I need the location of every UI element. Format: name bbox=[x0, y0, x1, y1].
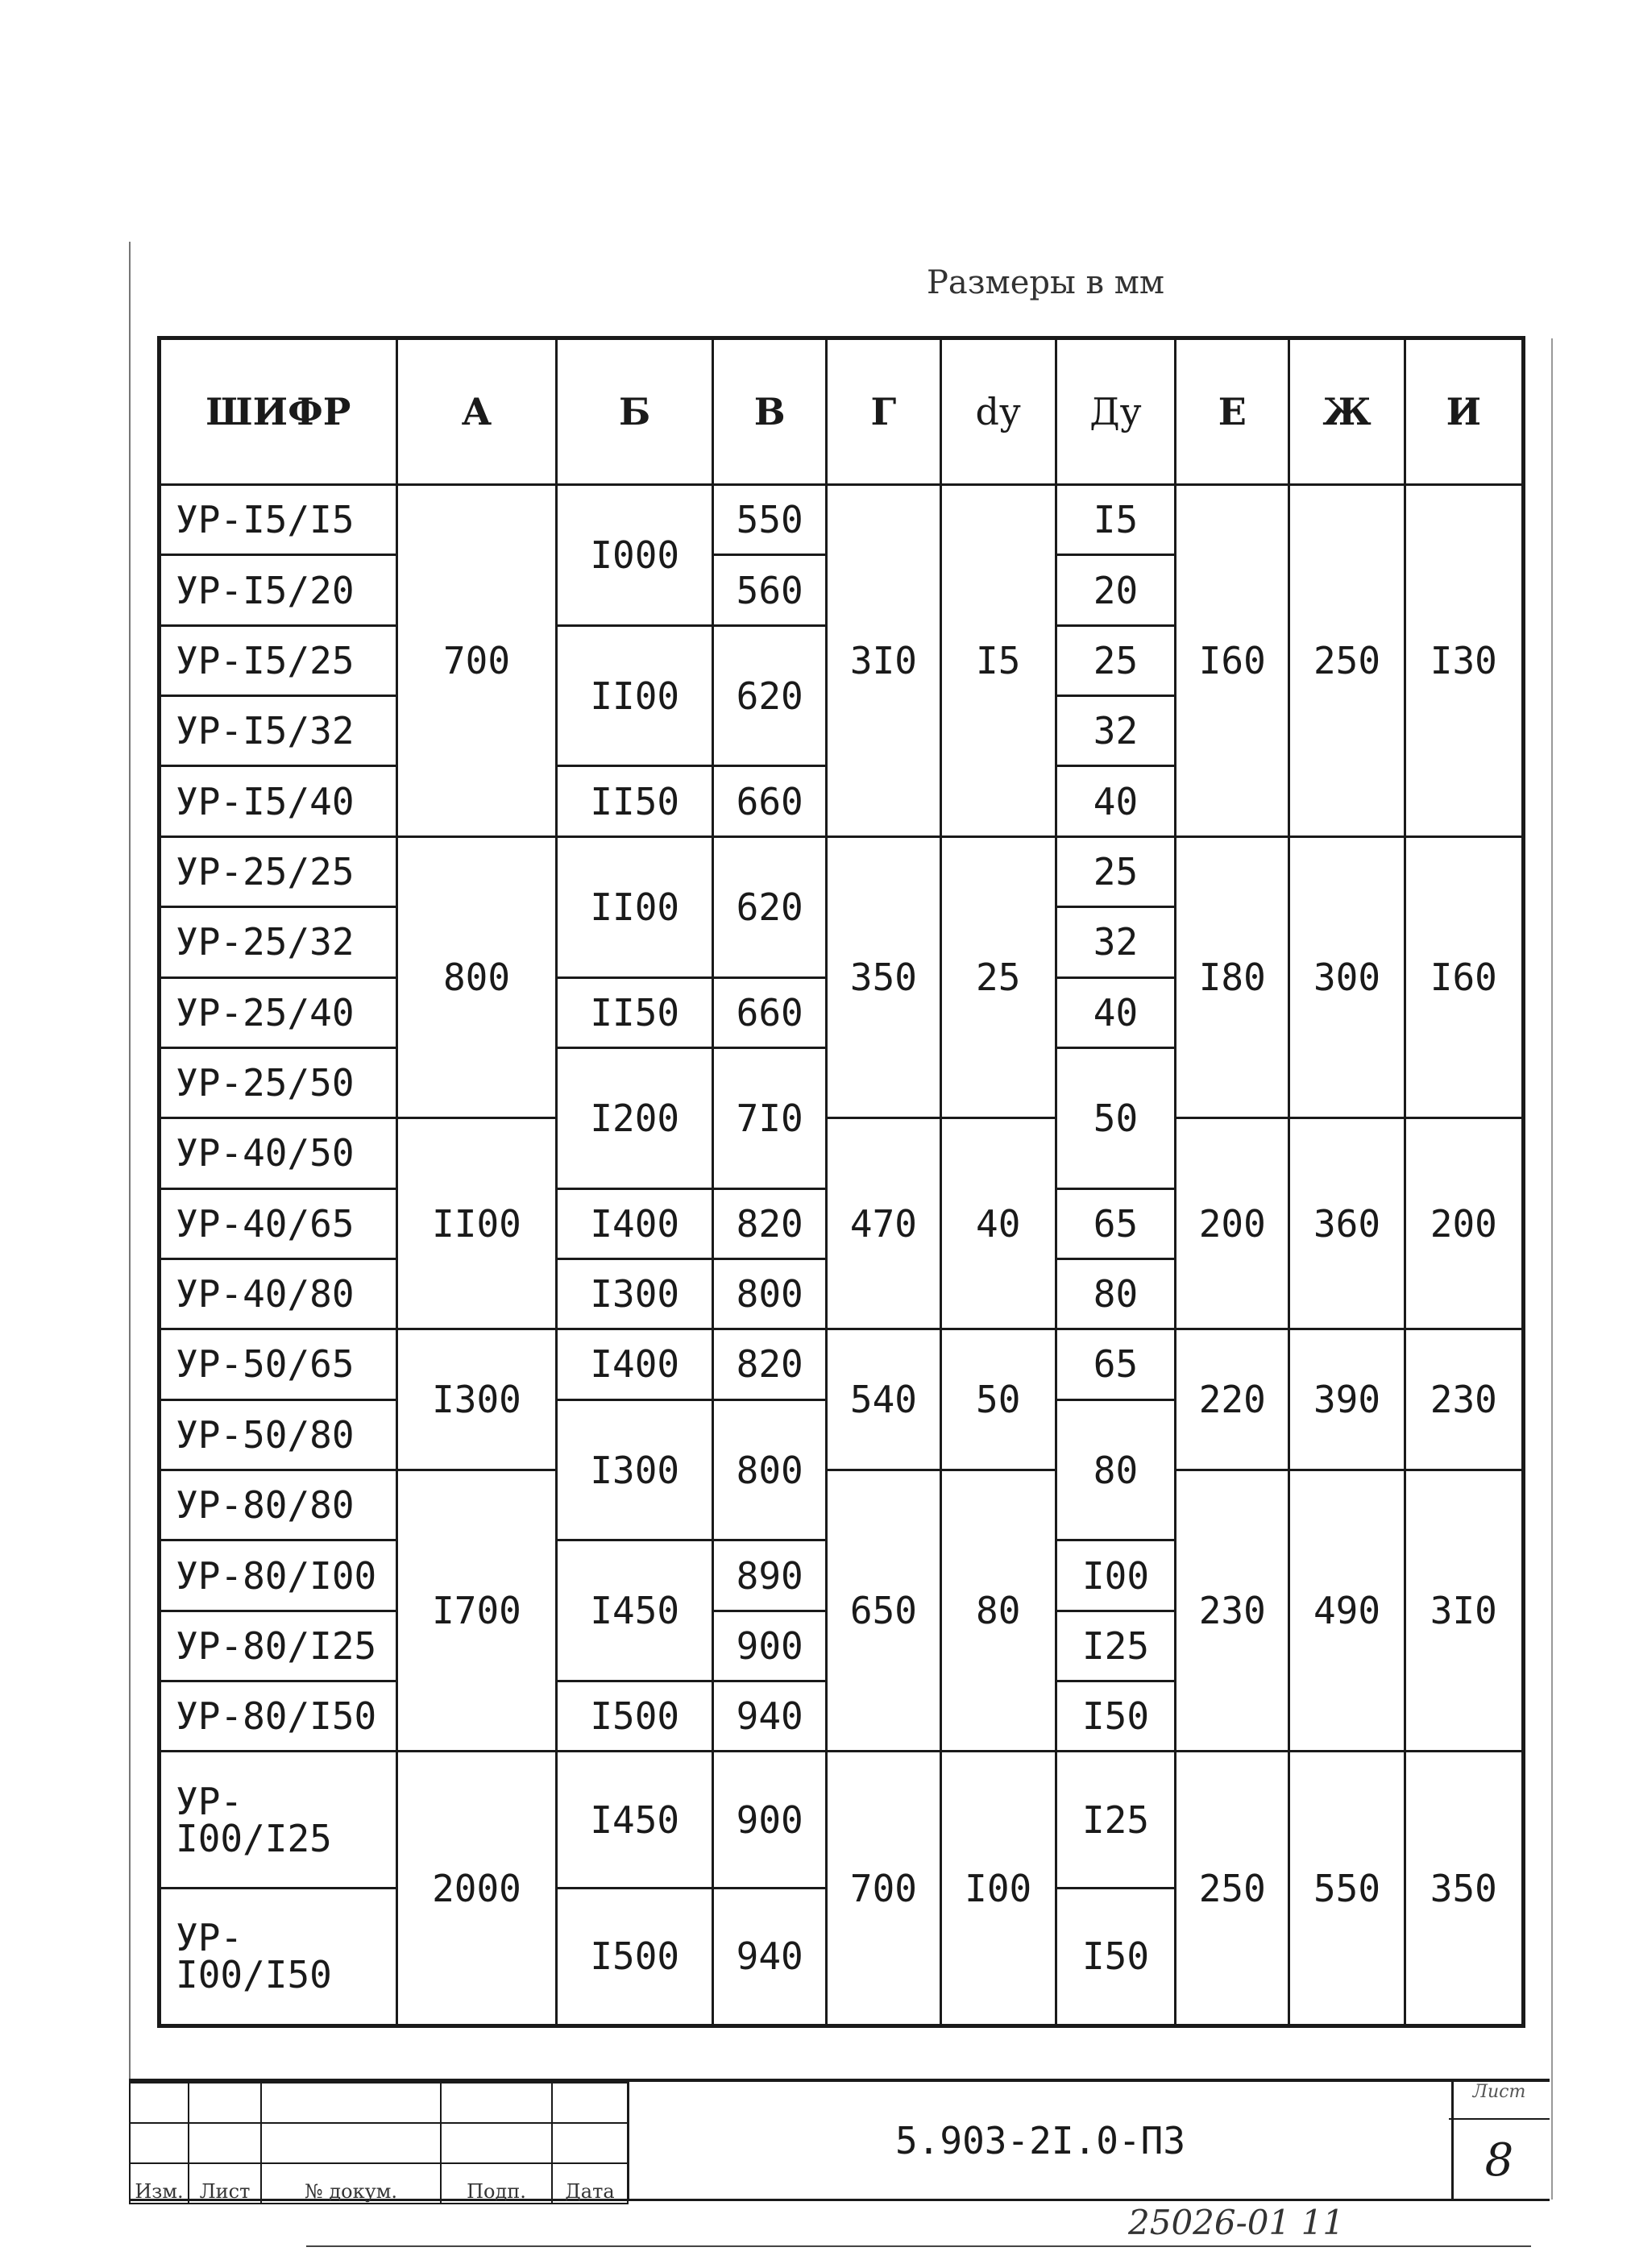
cell-v: 800 bbox=[713, 1399, 827, 1540]
code-cell: УР-I00/I25 bbox=[160, 1752, 397, 1888]
cell-du: I50 bbox=[1056, 1888, 1175, 2025]
cell-b: I200 bbox=[557, 1047, 713, 1188]
code-cell: УР-I5/I5 bbox=[160, 485, 397, 555]
table-row bbox=[160, 836, 1524, 906]
cell-du-small: 80 bbox=[940, 1470, 1056, 1752]
cell-zh: 390 bbox=[1289, 1329, 1405, 1470]
units-caption: Размеры в мм bbox=[927, 264, 1164, 301]
stamp-label: Лист bbox=[189, 2163, 261, 2204]
cell-i: 350 bbox=[1405, 1752, 1523, 2026]
cell-du: 65 bbox=[1056, 1329, 1175, 1399]
cell-i: 230 bbox=[1405, 1329, 1523, 1470]
table-row bbox=[160, 1329, 1524, 1399]
cell-b: II50 bbox=[557, 977, 713, 1047]
cell-v: 620 bbox=[713, 625, 827, 766]
bottom-rule bbox=[306, 2245, 1531, 2247]
cell-b: I450 bbox=[557, 1540, 713, 1681]
code-cell: УР-80/I00 bbox=[160, 1540, 397, 1611]
cell-v: 550 bbox=[713, 485, 827, 555]
title-block bbox=[129, 2079, 1550, 2201]
header-cell: Ж bbox=[1289, 338, 1405, 485]
cell-du: 80 bbox=[1056, 1258, 1175, 1329]
cell-a: 2000 bbox=[396, 1752, 557, 2026]
cell-du: I5 bbox=[1056, 485, 1175, 555]
cell-b: II00 bbox=[557, 625, 713, 766]
sheet-number: 8 bbox=[1484, 2134, 1514, 2187]
header-cell: И bbox=[1405, 338, 1523, 485]
cell-du-small: 25 bbox=[940, 836, 1056, 1117]
cell-zh: 300 bbox=[1289, 836, 1405, 1117]
header-cell: В bbox=[713, 338, 827, 485]
code-cell: УР-40/80 bbox=[160, 1258, 397, 1329]
revision-grid bbox=[129, 2082, 629, 2204]
cell-zh: 490 bbox=[1289, 1470, 1405, 1752]
table-row bbox=[160, 1470, 1524, 1540]
table-row bbox=[160, 1118, 1524, 1188]
cell-g: 540 bbox=[827, 1329, 940, 1470]
cell-v: 900 bbox=[713, 1752, 827, 1888]
cell-a: II00 bbox=[396, 1118, 557, 1329]
cell-i: 200 bbox=[1405, 1118, 1523, 1329]
cell-e: 250 bbox=[1176, 1752, 1289, 2026]
sheet-box bbox=[1449, 2082, 1550, 2199]
cell-du: 32 bbox=[1056, 907, 1175, 977]
cell-v: 800 bbox=[713, 1258, 827, 1329]
cell-b: I300 bbox=[557, 1258, 713, 1329]
cell-b: I500 bbox=[557, 1681, 713, 1752]
stamp-label: Изм. bbox=[130, 2163, 189, 2204]
cell-zh: 250 bbox=[1289, 485, 1405, 837]
cell-du: 50 bbox=[1056, 1047, 1175, 1188]
header-cell: ШИФР bbox=[160, 338, 397, 485]
cell-b: II00 bbox=[557, 836, 713, 977]
cell-du-small: I00 bbox=[940, 1752, 1056, 2026]
cell-v: 940 bbox=[713, 1888, 827, 2025]
cell-v: 7I0 bbox=[713, 1047, 827, 1188]
cell-du: I25 bbox=[1056, 1752, 1175, 1888]
code-cell: УР-25/32 bbox=[160, 907, 397, 977]
cell-v: 660 bbox=[713, 766, 827, 836]
code-cell: УР-50/80 bbox=[160, 1399, 397, 1470]
header-cell: Г bbox=[827, 338, 940, 485]
code-cell: УР-80/I25 bbox=[160, 1611, 397, 1681]
cell-v: 560 bbox=[713, 555, 827, 625]
left-margin-line bbox=[129, 242, 131, 2200]
cell-v: 620 bbox=[713, 836, 827, 977]
cell-a: 800 bbox=[396, 836, 557, 1117]
cell-e: I60 bbox=[1176, 485, 1289, 837]
code-cell: УР-25/25 bbox=[160, 836, 397, 906]
table-row bbox=[160, 485, 1524, 555]
code-cell: УР-I5/25 bbox=[160, 625, 397, 695]
stamp-label: № докум. bbox=[261, 2163, 441, 2204]
cell-du: 40 bbox=[1056, 977, 1175, 1047]
cell-du-small: 50 bbox=[940, 1329, 1056, 1470]
cell-v: 660 bbox=[713, 977, 827, 1047]
cell-du: 65 bbox=[1056, 1188, 1175, 1258]
cell-e: 220 bbox=[1176, 1329, 1289, 1470]
cell-b: I300 bbox=[557, 1399, 713, 1540]
code-cell: УР-80/I50 bbox=[160, 1681, 397, 1752]
header-row bbox=[160, 338, 1524, 485]
cell-g: 700 bbox=[827, 1752, 940, 2026]
code-cell: УР-I5/32 bbox=[160, 696, 397, 766]
dimensions-table bbox=[157, 336, 1525, 2028]
cell-zh: 550 bbox=[1289, 1752, 1405, 2026]
cell-b: I400 bbox=[557, 1329, 713, 1399]
cell-du: I50 bbox=[1056, 1681, 1175, 1752]
cell-a: I300 bbox=[396, 1329, 557, 1470]
header-cell: Б bbox=[557, 338, 713, 485]
cell-e: 200 bbox=[1176, 1118, 1289, 1329]
cell-du-small: 40 bbox=[940, 1118, 1056, 1329]
header-cell: Ду bbox=[1056, 338, 1175, 485]
code-cell: УР-40/65 bbox=[160, 1188, 397, 1258]
code-cell: УР-40/50 bbox=[160, 1118, 397, 1188]
cell-v: 820 bbox=[713, 1329, 827, 1399]
header-cell: Е bbox=[1176, 338, 1289, 485]
code-cell: УР-I00/I50 bbox=[160, 1888, 397, 2025]
cell-e: 230 bbox=[1176, 1470, 1289, 1752]
cell-g: 470 bbox=[827, 1118, 940, 1329]
cell-i: I60 bbox=[1405, 836, 1523, 1117]
code-cell: УР-I5/20 bbox=[160, 555, 397, 625]
cell-g: 650 bbox=[827, 1470, 940, 1752]
cell-g: 3I0 bbox=[827, 485, 940, 837]
cell-b: I500 bbox=[557, 1888, 713, 2025]
code-cell: УР-80/80 bbox=[160, 1470, 397, 1540]
cell-du: I00 bbox=[1056, 1540, 1175, 1611]
cell-v: 890 bbox=[713, 1540, 827, 1611]
cell-du: 32 bbox=[1056, 696, 1175, 766]
stamp-label: Подп. bbox=[441, 2163, 552, 2204]
code-cell: УР-25/40 bbox=[160, 977, 397, 1047]
cell-b: I400 bbox=[557, 1188, 713, 1258]
code-cell: УР-I5/40 bbox=[160, 766, 397, 836]
cell-a: I700 bbox=[396, 1470, 557, 1752]
cell-e: I80 bbox=[1176, 836, 1289, 1117]
cell-du: 20 bbox=[1056, 555, 1175, 625]
document-designation: 5.903-2I.0-ПЗ bbox=[627, 2082, 1454, 2199]
cell-du: 25 bbox=[1056, 836, 1175, 906]
archive-number: 25026-01 11 bbox=[1128, 2203, 1345, 2242]
cell-du-small: I5 bbox=[940, 485, 1056, 837]
cell-a: 700 bbox=[396, 485, 557, 837]
sheet-label: Лист bbox=[1449, 2082, 1550, 2120]
cell-i: I30 bbox=[1405, 485, 1523, 837]
header-cell: dу bbox=[940, 338, 1056, 485]
cell-v: 820 bbox=[713, 1188, 827, 1258]
cell-b: II50 bbox=[557, 766, 713, 836]
stamp-label: Дата bbox=[552, 2163, 628, 2204]
cell-du: 25 bbox=[1056, 625, 1175, 695]
cell-b: I450 bbox=[557, 1752, 713, 1888]
cell-du: 40 bbox=[1056, 766, 1175, 836]
cell-du: 80 bbox=[1056, 1399, 1175, 1540]
cell-v: 940 bbox=[713, 1681, 827, 1752]
right-margin-line bbox=[1551, 338, 1553, 2200]
code-cell: УР-25/50 bbox=[160, 1047, 397, 1117]
cell-du: I25 bbox=[1056, 1611, 1175, 1681]
cell-zh: 360 bbox=[1289, 1118, 1405, 1329]
cell-i: 3I0 bbox=[1405, 1470, 1523, 1752]
cell-g: 350 bbox=[827, 836, 940, 1117]
table-row bbox=[160, 1752, 1524, 1888]
cell-b: I000 bbox=[557, 485, 713, 626]
header-cell: А bbox=[396, 338, 557, 485]
code-cell: УР-50/65 bbox=[160, 1329, 397, 1399]
cell-v: 900 bbox=[713, 1611, 827, 1681]
